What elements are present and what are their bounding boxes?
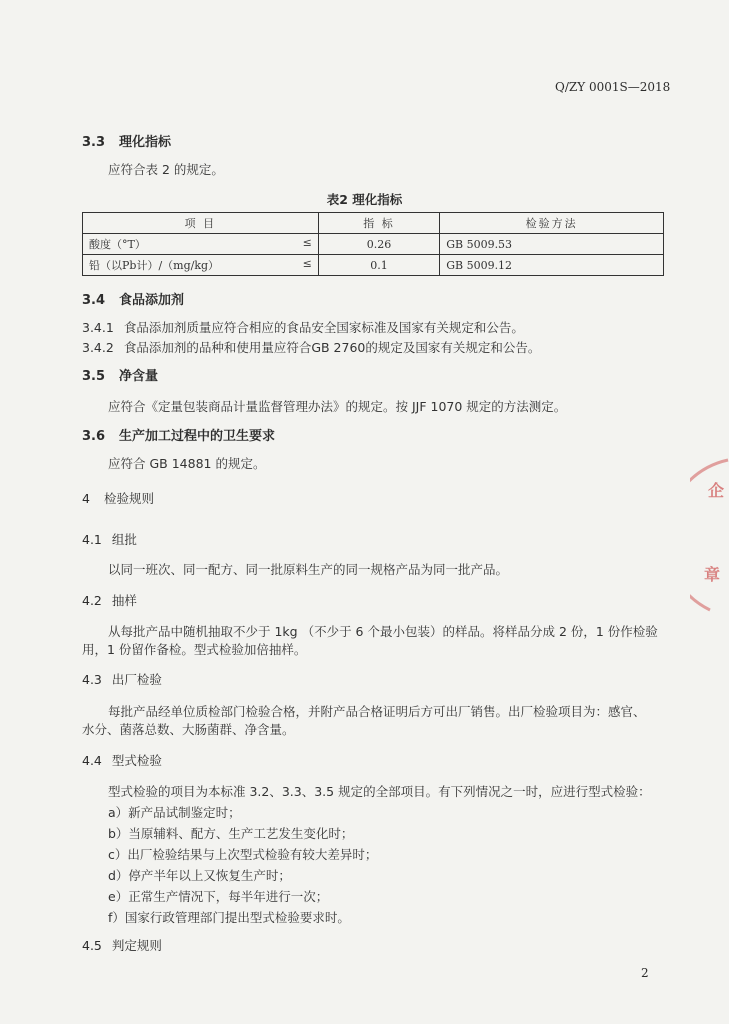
table-cell-value: 0.1 xyxy=(318,255,439,276)
section-number: 3.4.1 xyxy=(82,320,114,335)
section-4-4-heading xyxy=(82,751,162,769)
section-number: 4.4 xyxy=(82,753,102,768)
section-text: 食品添加剂质量应符合相应的食品安全国家标准及国家有关规定和公告。 xyxy=(123,320,524,335)
company-seal xyxy=(690,450,729,620)
section-4-3-text-line1: 每批产品经单位质检部门检验合格，并附产品合格证明后方可出厂销售。出厂检验项目为：感官、 xyxy=(108,704,646,719)
section-4-4-intro: 型式检验的项目为本标准 3.2、3.3、3.5 规定的全部项目。有下列情况之一时，应进行型式检验： xyxy=(108,784,651,799)
le-symbol: ≤ xyxy=(302,257,312,270)
table-caption: 表2 理化指标 xyxy=(326,192,403,207)
section-number: 3.5 xyxy=(82,369,106,384)
section-title: 净含量 xyxy=(119,369,159,384)
section-title: 抽样 xyxy=(111,593,137,608)
table-cell-method: GB 5009.53 xyxy=(440,234,664,255)
seal-char: 章 xyxy=(704,565,721,584)
list-item: f）国家行政管理部门提出型式检验要求时。 xyxy=(108,910,350,925)
section-3-5-text: 应符合《定量包装商品计量监督管理办法》的规定。按 JJF 1070 规定的方法测定。 xyxy=(108,399,567,414)
seal-char: 企 xyxy=(708,481,725,500)
section-4-3-heading xyxy=(82,670,162,688)
section-number: 4.1 xyxy=(82,532,102,547)
section-title: 判定规则 xyxy=(111,938,162,953)
section-title: 检验规则 xyxy=(103,491,154,506)
table-cell-value: 0.26 xyxy=(318,234,439,255)
document-number: Q/ZY 0001S—2018 xyxy=(555,80,671,94)
table-header-item: 项 目 xyxy=(83,213,319,234)
section-number: 4.2 xyxy=(82,593,102,608)
section-3-4-2 xyxy=(82,338,540,356)
table-row xyxy=(83,234,664,255)
list-item: e）正常生产情况下，每半年进行一次； xyxy=(108,889,329,904)
section-number: 4.3 xyxy=(82,672,102,687)
table-cell-item xyxy=(83,255,319,276)
section-3-3-text: 应符合表 2 的规定。 xyxy=(108,162,224,177)
section-number: 3.3 xyxy=(82,135,106,150)
page-number: 2 xyxy=(641,966,649,980)
section-3-4-heading xyxy=(82,289,184,308)
section-number: 3.4 xyxy=(82,293,106,308)
item-label: 铅（以Pb计）/（mg/kg） xyxy=(89,259,220,272)
section-4-2-text-line1: 从每批产品中随机抽取不少于 1kg （不少于 6 个最小包装）的样品。将样品分成 2 份，1 份作检验 xyxy=(108,624,658,639)
section-4-3-text-line2: 水分、菌落总数、大肠菌群、净含量。 xyxy=(82,722,295,737)
physicochemical-table xyxy=(82,212,664,276)
list-item: d）停产半年以上又恢复生产时； xyxy=(108,868,291,883)
table-cell-item xyxy=(83,234,319,255)
list-item: a）新产品试制鉴定时； xyxy=(108,805,241,820)
list-item: c）出厂检验结果与上次型式检验有较大差异时； xyxy=(108,847,378,862)
list-item: b）当原辅料、配方、生产工艺发生变化时； xyxy=(108,826,354,841)
section-title: 食品添加剂 xyxy=(119,293,185,308)
section-title: 生产加工过程中的卫生要求 xyxy=(119,429,276,444)
section-number: 4.5 xyxy=(82,938,102,953)
section-4-heading xyxy=(82,489,154,507)
section-title: 型式检验 xyxy=(111,753,162,768)
table-header-method: 检验方法 xyxy=(440,213,664,234)
section-title: 出厂检验 xyxy=(111,672,162,687)
le-symbol: ≤ xyxy=(302,236,312,249)
table-cell-method: GB 5009.12 xyxy=(440,255,664,276)
table-row xyxy=(83,255,664,276)
section-4-2-text-line2: 用，1 份留作备检。型式检验加倍抽样。 xyxy=(82,642,307,657)
section-3-6-heading xyxy=(82,425,275,444)
section-number: 3.4.2 xyxy=(82,340,114,355)
section-3-4-1 xyxy=(82,318,524,336)
item-label: 酸度（°T） xyxy=(89,238,146,251)
section-text: 食品添加剂的品种和使用量应符合GB 2760的规定及国家有关规定和公告。 xyxy=(123,340,541,355)
section-title: 理化指标 xyxy=(119,135,172,150)
section-4-1-text: 以同一班次、同一配方、同一批原料生产的同一规格产品为同一批产品。 xyxy=(108,562,509,577)
section-title: 组批 xyxy=(111,532,137,547)
section-4-2-heading xyxy=(82,591,137,609)
section-3-6-text: 应符合 GB 14881 的规定。 xyxy=(108,456,266,471)
section-4-1-heading xyxy=(82,530,137,548)
table-header-indicator: 指 标 xyxy=(318,213,439,234)
section-3-5-heading xyxy=(82,365,158,384)
section-number: 4 xyxy=(82,491,90,506)
table-header-row xyxy=(83,213,664,234)
section-number: 3.6 xyxy=(82,429,106,444)
seal-ring-icon xyxy=(690,450,729,620)
section-4-5-heading xyxy=(82,936,162,954)
section-3-3-heading xyxy=(82,131,171,150)
